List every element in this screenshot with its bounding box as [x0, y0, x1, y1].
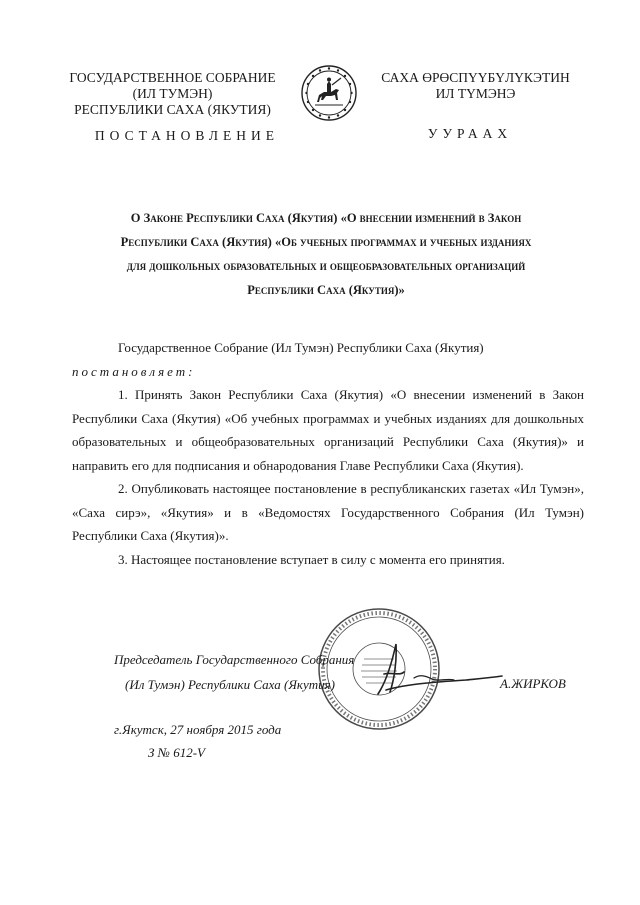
- signatory-name: А.ЖИРКОВ: [500, 676, 566, 691]
- title-line-3: для дошкольных образовательных и общеобразовательных организаций: [126, 259, 526, 273]
- title-line-4: Республики Саха (Якутия)»: [247, 283, 405, 297]
- resolution-item-2: 2. Опубликовать настоящее постановление в республиканских газетах «Ил Тумэн», «Саха сирэ», «Якутия» и в «Ведомостях Государственного Собрания (Ил Тумэн) Республики Саха (Якутия)».: [72, 481, 584, 543]
- signatory-position-line-2: (Ил Тумэн) Республики Саха (Якутия): [125, 677, 335, 692]
- resolution-item-3: 3. Настоящее постановление вступает в силу с момента его принятия.: [118, 551, 505, 567]
- issuer-line-2: (ИЛ ТУМЭН): [132, 86, 213, 101]
- issuer-line-3: РЕСПУБЛИКИ САХА (ЯКУТИЯ): [74, 102, 271, 117]
- handwritten-signature: [356, 632, 506, 712]
- coat-of-arms-emblem: [300, 62, 358, 124]
- issuer-name-sakha: [368, 70, 583, 102]
- signatory-position-line-1: Председатель Государственного Собрания: [114, 652, 355, 667]
- title-line-1: О Законе Республики Саха (Якутия) «О внесении изменений в Закон: [130, 211, 522, 225]
- document-number: З № 612-V: [148, 745, 205, 760]
- resolves-word: постановляет:: [72, 363, 196, 379]
- issuer-sakha-line-1: САХА ӨРӨСПҮҮБҮЛҮКЭТИН: [381, 70, 570, 85]
- document-body: [72, 336, 584, 571]
- title-line-2: Республики Саха (Якутия) «Об учебных программах и учебных изданиях: [120, 235, 532, 249]
- issuer-name-russian: [40, 70, 305, 118]
- issuer-sakha-line-2: ИЛ ТҮМЭНЭ: [435, 86, 516, 101]
- resolution-item-1: 1. Принять Закон Республики Саха (Якутия) «О внесении изменений в Закон Республики Саха (Якутия) «Об учебных программах и учебных изданиях для дошкольных образовательных и общеобразовательных организаций Республики Саха (Якутия)» и направить его для подписания и обнародования Главе Республики Саха (Якутия).: [72, 387, 584, 473]
- issuer-line-1: ГОСУДАРСТВЕННОЕ СОБРАНИЕ: [69, 70, 276, 85]
- document-title: [78, 206, 574, 302]
- document-type-sakha: УУРААХ: [427, 126, 513, 141]
- document-type-russian: ПОСТАНОВЛЕНИЕ: [94, 128, 280, 143]
- place-and-date: г.Якутск, 27 ноября 2015 года: [114, 722, 282, 737]
- preamble: Государственное Собрание (Ил Тумэн) Республики Саха (Якутия): [118, 340, 484, 355]
